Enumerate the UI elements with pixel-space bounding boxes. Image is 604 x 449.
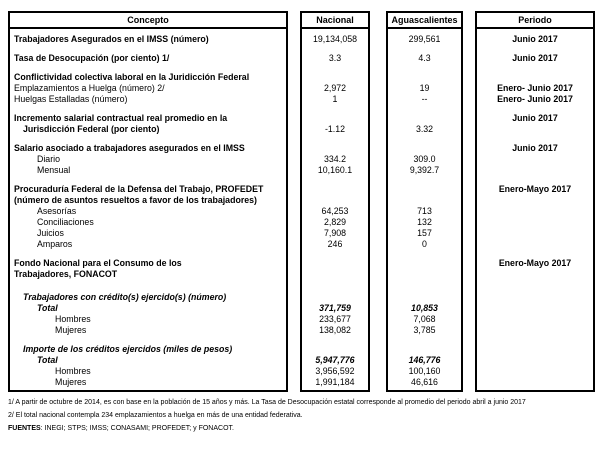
- nacional-column-body: [302, 29, 368, 388]
- nacional-cell: [302, 72, 368, 83]
- nacional-cell: [302, 184, 368, 195]
- nacional-cell: -1.12: [324, 124, 346, 134]
- footnote-2: 2/ El total nacional contempla 234 emplazamientos a huelga en más de una entidad federativa.: [8, 412, 303, 419]
- concepto-cell: Importe de los créditos ejercidos (miles de pesos): [23, 344, 233, 354]
- concepto-cell: Salario asociado a trabajadores asegurados en el IMSS: [14, 143, 245, 153]
- footnote-sources: [8, 422, 600, 435]
- concepto-column-header: Concepto: [10, 13, 286, 29]
- aguascalientes-cell: [388, 292, 461, 303]
- aguascalientes-cell: [388, 72, 461, 83]
- concepto-cell: Total: [37, 303, 58, 313]
- nacional-cell: 1,991,184: [315, 377, 355, 387]
- concepto-cell: Hombres: [55, 366, 91, 376]
- concepto-cell: Hombres: [55, 314, 91, 324]
- concepto-cell: Fondo Nacional para el Consumo de los: [14, 258, 182, 268]
- periodo-cell: [477, 124, 593, 135]
- periodo-cell: Junio 2017: [512, 113, 558, 123]
- nacional-cell: 10,160.1: [317, 165, 353, 175]
- nacional-cell: 7,908: [323, 228, 346, 238]
- nacional-cell: 5,947,776: [315, 355, 355, 365]
- nacional-cell: 19,134,058: [312, 34, 358, 44]
- periodo-cell: [477, 72, 593, 83]
- nacional-cell: 1: [332, 94, 338, 104]
- periodo-cell: Enero-Mayo 2017: [498, 184, 572, 194]
- concepto-cell: Trabajadores Asegurados en el IMSS (número): [14, 34, 209, 44]
- aguascalientes-cell: 157: [417, 228, 432, 238]
- nacional-cell: [302, 258, 368, 269]
- periodo-cell: [477, 325, 593, 336]
- concepto-cell: Trabajadores, FONACOT: [14, 269, 118, 279]
- nacional-cell: 2,972: [323, 83, 346, 93]
- periodo-column-header: Periodo: [477, 13, 593, 29]
- periodo-cell: [477, 195, 593, 206]
- sources-text: : INEGI; STPS; IMSS; CONASAMI; PROFEDET; y FONACOT.: [40, 425, 234, 432]
- periodo-cell: Enero-Mayo 2017: [498, 258, 572, 268]
- aguascalientes-cell: 100,160: [408, 366, 441, 376]
- periodo-cell: Junio 2017: [512, 53, 558, 63]
- periodo-cell: [477, 355, 593, 366]
- nacional-cell: [302, 344, 368, 355]
- concepto-cell: Total: [37, 355, 58, 365]
- periodo-cell: [477, 217, 593, 228]
- aguascalientes-cell: 19: [419, 83, 430, 93]
- periodo-cell: [477, 292, 593, 303]
- concepto-cell: Mensual: [37, 165, 71, 175]
- concepto-cell: Diario: [37, 154, 60, 164]
- nacional-column-header: Nacional: [302, 13, 368, 29]
- aguascalientes-cell: [388, 143, 461, 154]
- aguascalientes-cell: --: [421, 94, 428, 104]
- concepto-cell: Tasa de Desocupación (por ciento) 1/: [14, 53, 170, 63]
- concepto-cell: Juicios: [37, 228, 64, 238]
- concepto-cell: Asesorías: [37, 206, 77, 216]
- aguascalientes-cell: [388, 269, 461, 280]
- aguascalientes-cell: 4.3: [418, 53, 431, 63]
- concepto-cell: Jurisdicción Federal (por ciento): [23, 124, 160, 134]
- periodo-column-body: [477, 29, 593, 388]
- aguascalientes-column-header: Aguascalientes: [388, 13, 461, 29]
- aguascalientes-cell: 3.32: [415, 124, 434, 134]
- nacional-column: [300, 11, 370, 392]
- aguascalientes-cell: 132: [417, 217, 432, 227]
- concepto-cell: Emplazamientos a Huelga (número) 2/: [14, 83, 165, 93]
- periodo-cell: [477, 377, 593, 388]
- nacional-cell: 334.2: [323, 154, 346, 164]
- nacional-cell: 64,253: [321, 206, 349, 216]
- concepto-column: [8, 11, 288, 392]
- nacional-cell: [302, 195, 368, 206]
- periodo-column: [475, 11, 595, 392]
- nacional-cell: 233,677: [319, 314, 351, 324]
- periodo-cell: [477, 165, 593, 176]
- nacional-cell: [302, 269, 368, 280]
- footnote-1: 1/ A partir de octubre de 2014, es con base en la población de 15 años y más. La Tasa de Desocupación estatal corresponde al promedio del periodo abril a junio 2017: [8, 399, 526, 406]
- nacional-cell: 3,956,592: [315, 366, 355, 376]
- periodo-cell: Enero- Junio 2017: [497, 83, 573, 93]
- aguascalientes-cell: 3,785: [413, 325, 436, 335]
- periodo-cell: [477, 239, 593, 250]
- concepto-cell: (número de asuntos resueltos a favor de los trabajadores): [14, 195, 257, 205]
- nacional-cell: 3.3: [328, 53, 342, 63]
- nacional-cell: [302, 143, 368, 154]
- footnotes: [8, 396, 600, 435]
- aguascalientes-cell: [388, 344, 461, 355]
- nacional-cell: [302, 113, 368, 124]
- concepto-cell: Conciliaciones: [37, 217, 94, 227]
- aguascalientes-cell: 0: [422, 239, 427, 249]
- aguascalientes-cell: 9,392.7: [409, 165, 440, 175]
- periodo-cell: [477, 303, 593, 314]
- aguascalientes-cell: 146,776: [408, 355, 441, 365]
- concepto-cell: Conflictividad colectiva laboral en la Juridicción Federal: [14, 72, 250, 82]
- aguascalientes-cell: 309.0: [413, 154, 436, 164]
- periodo-cell: [477, 228, 593, 239]
- periodo-cell: Junio 2017: [512, 143, 558, 153]
- periodo-cell: [477, 344, 593, 355]
- nacional-cell: 246: [327, 239, 343, 249]
- aguascalientes-column: [386, 11, 463, 392]
- nacional-cell: 2,829: [323, 217, 346, 227]
- periodo-cell: [477, 154, 593, 165]
- aguascalientes-column-body: [388, 29, 461, 388]
- aguascalientes-cell: 10,853: [411, 303, 438, 313]
- aguascalientes-cell: [388, 195, 461, 206]
- concepto-column-body: [10, 29, 286, 388]
- periodo-cell: [477, 206, 593, 217]
- nacional-cell: 138,082: [319, 325, 351, 335]
- periodo-cell: Junio 2017: [512, 34, 558, 44]
- aguascalientes-cell: [388, 184, 461, 195]
- aguascalientes-cell: 7,068: [413, 314, 436, 324]
- sources-label: FUENTES: [8, 425, 41, 432]
- concepto-cell: Procuraduría Federal de la Defensa del Trabajo, PROFEDET: [14, 184, 264, 194]
- aguascalientes-cell: [388, 258, 461, 269]
- aguascalientes-cell: 713: [417, 206, 432, 216]
- periodo-cell: [477, 269, 593, 280]
- concepto-cell: Mujeres: [55, 325, 87, 335]
- periodo-cell: [477, 314, 593, 325]
- concepto-cell: Amparos: [37, 239, 73, 249]
- aguascalientes-cell: [388, 113, 461, 124]
- nacional-cell: 371,759: [319, 303, 351, 313]
- nacional-cell: [302, 292, 368, 303]
- concepto-cell: Incremento salarial contractual real promedio en la: [14, 113, 228, 123]
- concepto-cell: Mujeres: [55, 377, 87, 387]
- aguascalientes-cell: 299,561: [408, 34, 441, 44]
- aguascalientes-cell: 46,616: [411, 377, 438, 387]
- concepto-cell: Trabajadores con crédito(s) ejercido(s) (número): [23, 292, 227, 302]
- periodo-cell: Enero- Junio 2017: [497, 94, 573, 104]
- periodo-cell: [477, 366, 593, 377]
- concepto-cell: Huelgas Estalladas (número): [14, 94, 128, 104]
